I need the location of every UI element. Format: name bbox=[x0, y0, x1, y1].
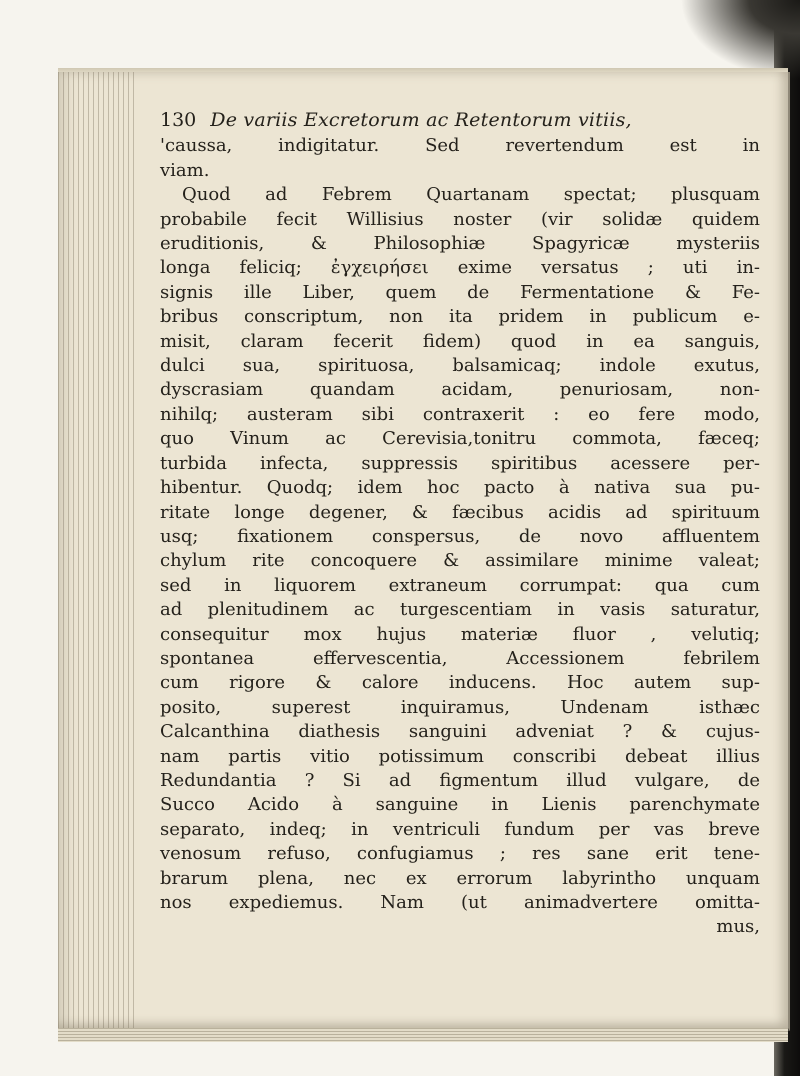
page-header bbox=[160, 108, 760, 132]
text-line: quo Vinum ac Cerevisia,tonitru commota, fæceq; bbox=[160, 428, 760, 450]
text-line: nos expediemus. Nam (ut animadvertere omitta- bbox=[160, 892, 760, 913]
running-head: De variis Excretorum ac Retentorum vitiis, bbox=[210, 109, 632, 131]
text-line: ritate longe degener, & fæcibus acidis ad spirituum bbox=[160, 501, 760, 523]
text-line: turbida infecta, suppressis spiritibus acessere per- bbox=[160, 452, 760, 474]
text-line: separato, indeq; in ventriculi fundum per vas breve bbox=[160, 818, 760, 840]
text-line: nam partis vitio potissimum conscribi debeat illius bbox=[160, 745, 760, 767]
text-line: hibentur. Quodq; idem hoc pacto à nativa sua pu- bbox=[160, 477, 760, 499]
text-line: consequitur mox hujus materiæ fluor , velutiq; bbox=[160, 623, 760, 645]
text-line: longa feliciq; ἐγχειρήσει exime versatus ; uti in- bbox=[160, 257, 760, 279]
catchword: mus, bbox=[716, 916, 760, 938]
text-line: brarum plena, nec ex errorum labyrintho unquam bbox=[160, 867, 760, 889]
text-line: posito, superest inquiramus, Undenam isthæc bbox=[160, 696, 760, 718]
text-line: probabile fecit Willisius noster (vir solidæ quidem bbox=[160, 208, 760, 230]
text-line: misit, claram fecerit fidem) quod in ea sanguis, bbox=[160, 330, 760, 352]
text-line: Quod ad Febrem Quartanam spectat; plusquam bbox=[182, 184, 760, 206]
text-line: 'caussa, indigitatur. Sed revertendum est in bbox=[160, 135, 760, 157]
text-line: bribus conscriptum, non ita pridem in publicum e- bbox=[160, 306, 760, 328]
text-line: Succo Acido à sanguine in Lienis parenchymate bbox=[160, 794, 760, 816]
page-text bbox=[160, 108, 760, 940]
text-line: venosum refuso, confugiamus ; res sane erit tene- bbox=[160, 843, 760, 865]
text-line: chylum rite concoquere & assimilare minime valeat; bbox=[160, 550, 760, 572]
text-line: sed in liquorem extraneum corrumpat: qua cum bbox=[160, 574, 760, 596]
text-line: signis ille Liber, quem de Fermentatione & Fe- bbox=[160, 281, 760, 303]
page-fore-edges bbox=[58, 72, 138, 1028]
text-line: dulci sua, spirituosa, balsamicaq; indole exutus, bbox=[160, 355, 760, 377]
text-line: nihilq; austeram sibi contraxerit : eo fere modo, bbox=[160, 403, 760, 425]
text-line: viam. bbox=[160, 159, 210, 181]
text-line: cum rigore & calore inducens. Hoc autem sup- bbox=[160, 672, 760, 694]
text-line: dyscrasiam quandam acidam, penuriosam, non- bbox=[160, 379, 760, 401]
page-bottom-edges bbox=[58, 1028, 788, 1042]
page-number: 130 bbox=[160, 109, 197, 131]
text-line: usq; fixationem conspersus, de novo affluentem bbox=[160, 525, 760, 547]
text-line: Calcanthina diathesis sanguini adveniat ? & cujus- bbox=[160, 721, 760, 743]
text-line: Redundantia ? Si ad figmentum illud vulgare, de bbox=[160, 769, 760, 791]
text-line: eruditionis, & Philosophiæ Spagyricæ mysteriis bbox=[160, 233, 760, 255]
text-line: ad plenitudinem ac turgescentiam in vasis saturatur, bbox=[160, 599, 760, 621]
text-line: spontanea effervescentia, Accessionem febrilem bbox=[160, 647, 760, 669]
